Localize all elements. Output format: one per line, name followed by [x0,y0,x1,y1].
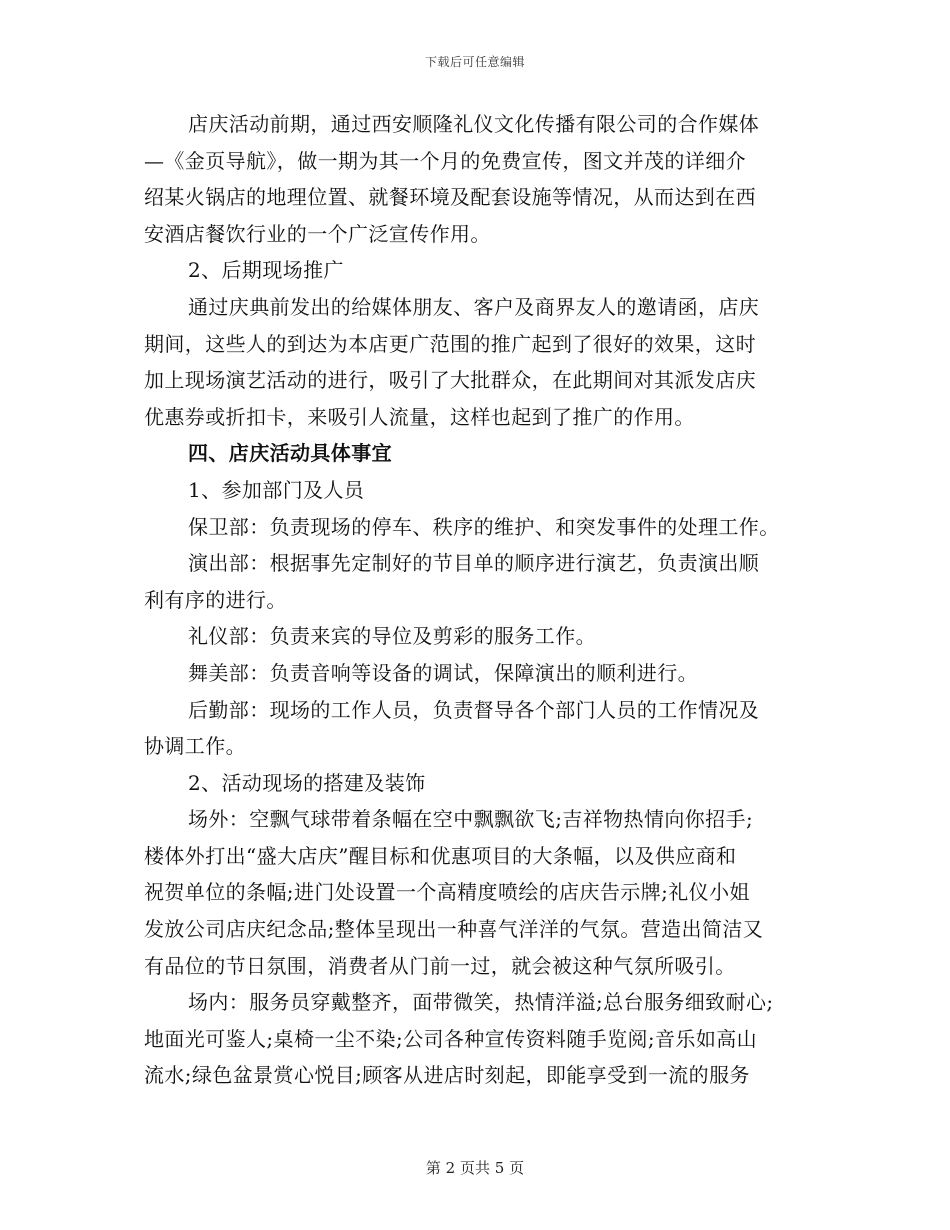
page-header: 下载后可任意编辑 [424,55,525,69]
text-line: 通过庆典前发出的给媒体朋友、客户及商界友人的邀请函，店庆 [188,294,760,319]
text-line: 楼体外打出“盛大店庆”醒目标和优惠项目的大条幅，以及供应商和 [144,843,737,868]
text-line: 利有序的进行。 [144,587,287,612]
text-line: 祝贺单位的条幅;进门处设置一个高精度喷绘的店庆告示牌;礼仪小姐 [144,880,750,905]
text-line: 期间，这些人的到达为本店更广范围的推广起到了很好的效果，这时 [144,331,756,356]
text-line: 演出部：根据事先定制好的节目单的顺序进行演艺，负责演出顺 [188,551,760,576]
text-line: 2、活动现场的搭建及装饰 [188,770,426,795]
text-line: 发放公司店庆纪念品;整体呈现出一种喜气洋洋的气氛。营造出简洁又 [144,917,764,942]
text-line: 店庆活动前期，通过西安顺隆礼仪文化传播有限公司的合作媒体 [188,112,760,136]
text-line: 后勤部：现场的工作人员，负责督导各个部门人员的工作情况及 [188,697,760,722]
text-line: 流水;绿色盆景赏心悦目;顾客从进店时刻起，即能享受到一流的服务 [144,1063,750,1088]
text-line: 安酒店餐饮行业的一个广泛宣传作用。 [144,221,491,246]
text-line: 舞美部：负责音响等设备的调试，保障演出的顺利进行。 [188,660,698,685]
text-line: 加上现场演艺活动的进行，吸引了大批群众，在此期间对其派发店庆 [144,368,756,393]
text-line: 优惠券或折扣卡，来吸引人流量，这样也起到了推广的作用。 [144,404,695,429]
text-line: 协调工作。 [144,734,246,759]
text-line: 地面光可鉴人;桌椅一尘不染;公司各种宣传资料随手览阅;音乐如高山 [144,1026,758,1051]
section-heading: 四、店庆活动具体事宜 [188,441,392,466]
text-line: 有品位的节日氛围，消费者从门前一过，就会被这种气氛所吸引。 [144,953,736,978]
text-line: 保卫部：负责现场的停车、秩序的维护、和突发事件的处理工作。 [188,514,780,539]
text-line: 场内：服务员穿戴整齐，面带微笑，热情洋溢;总台服务细致耐心; [188,990,774,1015]
text-line: 1、参加部门及人员 [188,477,365,502]
text-line: 2、后期现场推广 [188,258,344,283]
text-line: 场外：空飘气球带着条幅在空中飘飘欲飞;吉祥物热情向你招手; [188,807,754,832]
page-footer: 第 2 页共 5 页 [425,1159,525,1177]
text-line: 礼仪部：负责来宾的导位及剪彩的服务工作。 [188,624,596,649]
body-text [144,106,816,1094]
text-line: 绍某火锅店的地理位置、就餐环境及配套设施等情况，从而达到在西 [144,185,756,210]
text-line: —《金页导航》，做一期为其一个月的免费宣传，图文并茂的详细介 [144,148,746,173]
